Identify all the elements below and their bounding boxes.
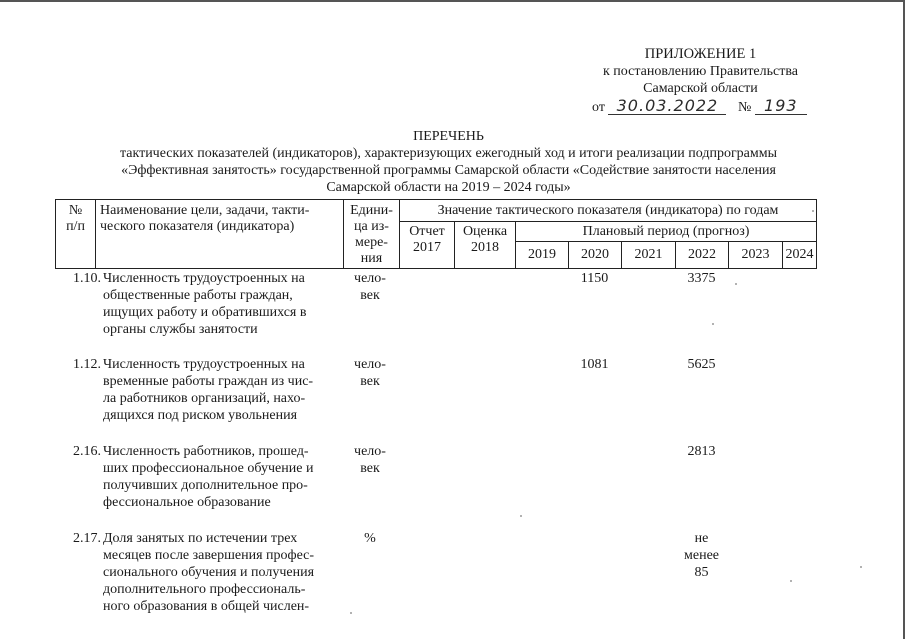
row-number: 1.12. [73, 357, 101, 372]
row-indicator-name [103, 530, 333, 615]
name-line: Численность трудоустроенных на [103, 271, 305, 286]
header-text: Оценка [462, 224, 508, 239]
header-text: 2017 [413, 240, 441, 255]
header-num [56, 200, 96, 269]
header-year: 2022 [676, 242, 729, 269]
value-line: менее [684, 548, 719, 563]
name-line: Численность трудоустроенных на [103, 357, 305, 372]
appendix-line: Самарской области [643, 81, 758, 96]
header-text: № [68, 203, 83, 218]
name-line: ла работников организаций, нахо- [103, 391, 306, 406]
row-number: 2.16. [73, 444, 101, 459]
header-values-title: Значение тактического показателя (индикатора) по годам [400, 200, 817, 222]
row-unit [343, 530, 397, 547]
name-line: общественные работы граждан, [103, 288, 293, 303]
scan-border-top [0, 0, 905, 2]
scan-speck [735, 283, 737, 285]
row-unit [343, 356, 397, 390]
value-2020: 1150 [580, 271, 609, 286]
scan-speck [350, 612, 352, 614]
name-line: ного образования в общей числен- [103, 599, 310, 614]
unit-line: чело- [354, 357, 386, 372]
row-indicator-name [103, 270, 333, 338]
row-indicator-name [103, 356, 333, 424]
name-line: Численность работников, прошед- [103, 444, 309, 459]
header-text: 2018 [471, 240, 499, 255]
scan-speck [790, 580, 792, 582]
row-number: 2.17. [73, 531, 101, 546]
header-unit [344, 200, 400, 269]
header-text: ния [360, 251, 383, 266]
row-unit [343, 270, 397, 304]
header-year: 2021 [622, 242, 676, 269]
scan-speck [860, 566, 862, 568]
header-text: мере- [355, 235, 388, 250]
header-text: ческого показателя (индикатора) [100, 219, 295, 234]
name-line: месяцев после завершения профес- [103, 548, 315, 563]
header-year: 2024 [783, 242, 817, 269]
date-prefix: от [592, 100, 605, 115]
value-2022: 5625 [687, 357, 716, 372]
header-estimate [455, 222, 516, 269]
header-text: ца из- [354, 219, 389, 234]
unit-line: век [360, 374, 380, 389]
document-title: ПЕРЕЧЕНЬ [413, 129, 484, 144]
document-description [70, 145, 827, 196]
name-line: дящихся под риском увольнения [103, 408, 298, 423]
header-text: Едини- [350, 203, 393, 218]
header-report [400, 222, 455, 269]
appendix-block [603, 46, 798, 97]
description-line: «Эффективная занятость» государственной программы Самарской области «Содействие занятости населения [121, 163, 776, 178]
header-text: Отчет [409, 224, 445, 239]
name-line: Доля занятых по истечении трех [103, 531, 298, 546]
handwritten-date: 30.03.2022 [608, 98, 726, 115]
unit-line: век [360, 461, 380, 476]
unit-line: % [364, 531, 376, 546]
header-name [96, 200, 344, 269]
name-line: органы службы занятости [103, 322, 258, 337]
resolution-date-line [592, 98, 807, 116]
appendix-line: к постановлению Правительства [602, 64, 798, 79]
row-number: 1.10. [73, 271, 101, 286]
name-line: получивших дополнительное про- [103, 478, 308, 493]
header-year: 2020 [569, 242, 622, 269]
unit-line: век [360, 288, 380, 303]
value-2022: 3375 [687, 271, 716, 286]
header-year: 2019 [516, 242, 569, 269]
value-2020: 1081 [580, 357, 609, 372]
name-line: сионального обучения и получения [103, 565, 315, 580]
row-indicator-name [103, 443, 333, 511]
value-2022 [675, 530, 728, 581]
handwritten-number: 193 [755, 98, 807, 115]
description-line: тактических показателей (индикаторов), характеризующих ежегодный ход и итоги реализации подпрограммы [119, 146, 778, 161]
name-line: фессиональное образование [103, 495, 271, 510]
value-2022: 2813 [687, 444, 716, 459]
number-prefix: № [737, 100, 752, 115]
scan-speck [712, 323, 714, 325]
value-line: не [694, 531, 709, 546]
row-unit [343, 443, 397, 477]
unit-line: чело- [354, 444, 386, 459]
scan-speck [520, 515, 522, 517]
header-text: Наименование цели, задачи, такти- [100, 203, 310, 218]
value-line: 85 [694, 565, 709, 580]
name-line: ших профессиональное обучение и [103, 461, 314, 476]
name-line: временные работы граждан из чис- [103, 374, 314, 389]
header-year: 2023 [729, 242, 783, 269]
unit-line: чело- [354, 271, 386, 286]
appendix-title: ПРИЛОЖЕНИЕ 1 [644, 46, 757, 62]
indicators-table-header [55, 199, 817, 269]
name-line: ищущих работу и обратившихся в [103, 305, 307, 320]
description-line: Самарской области на 2019 – 2024 годы» [326, 180, 571, 195]
header-plan-title: Плановый период (прогноз) [516, 222, 817, 242]
header-text: п/п [66, 219, 85, 234]
name-line: дополнительного профессиональ- [103, 582, 306, 597]
